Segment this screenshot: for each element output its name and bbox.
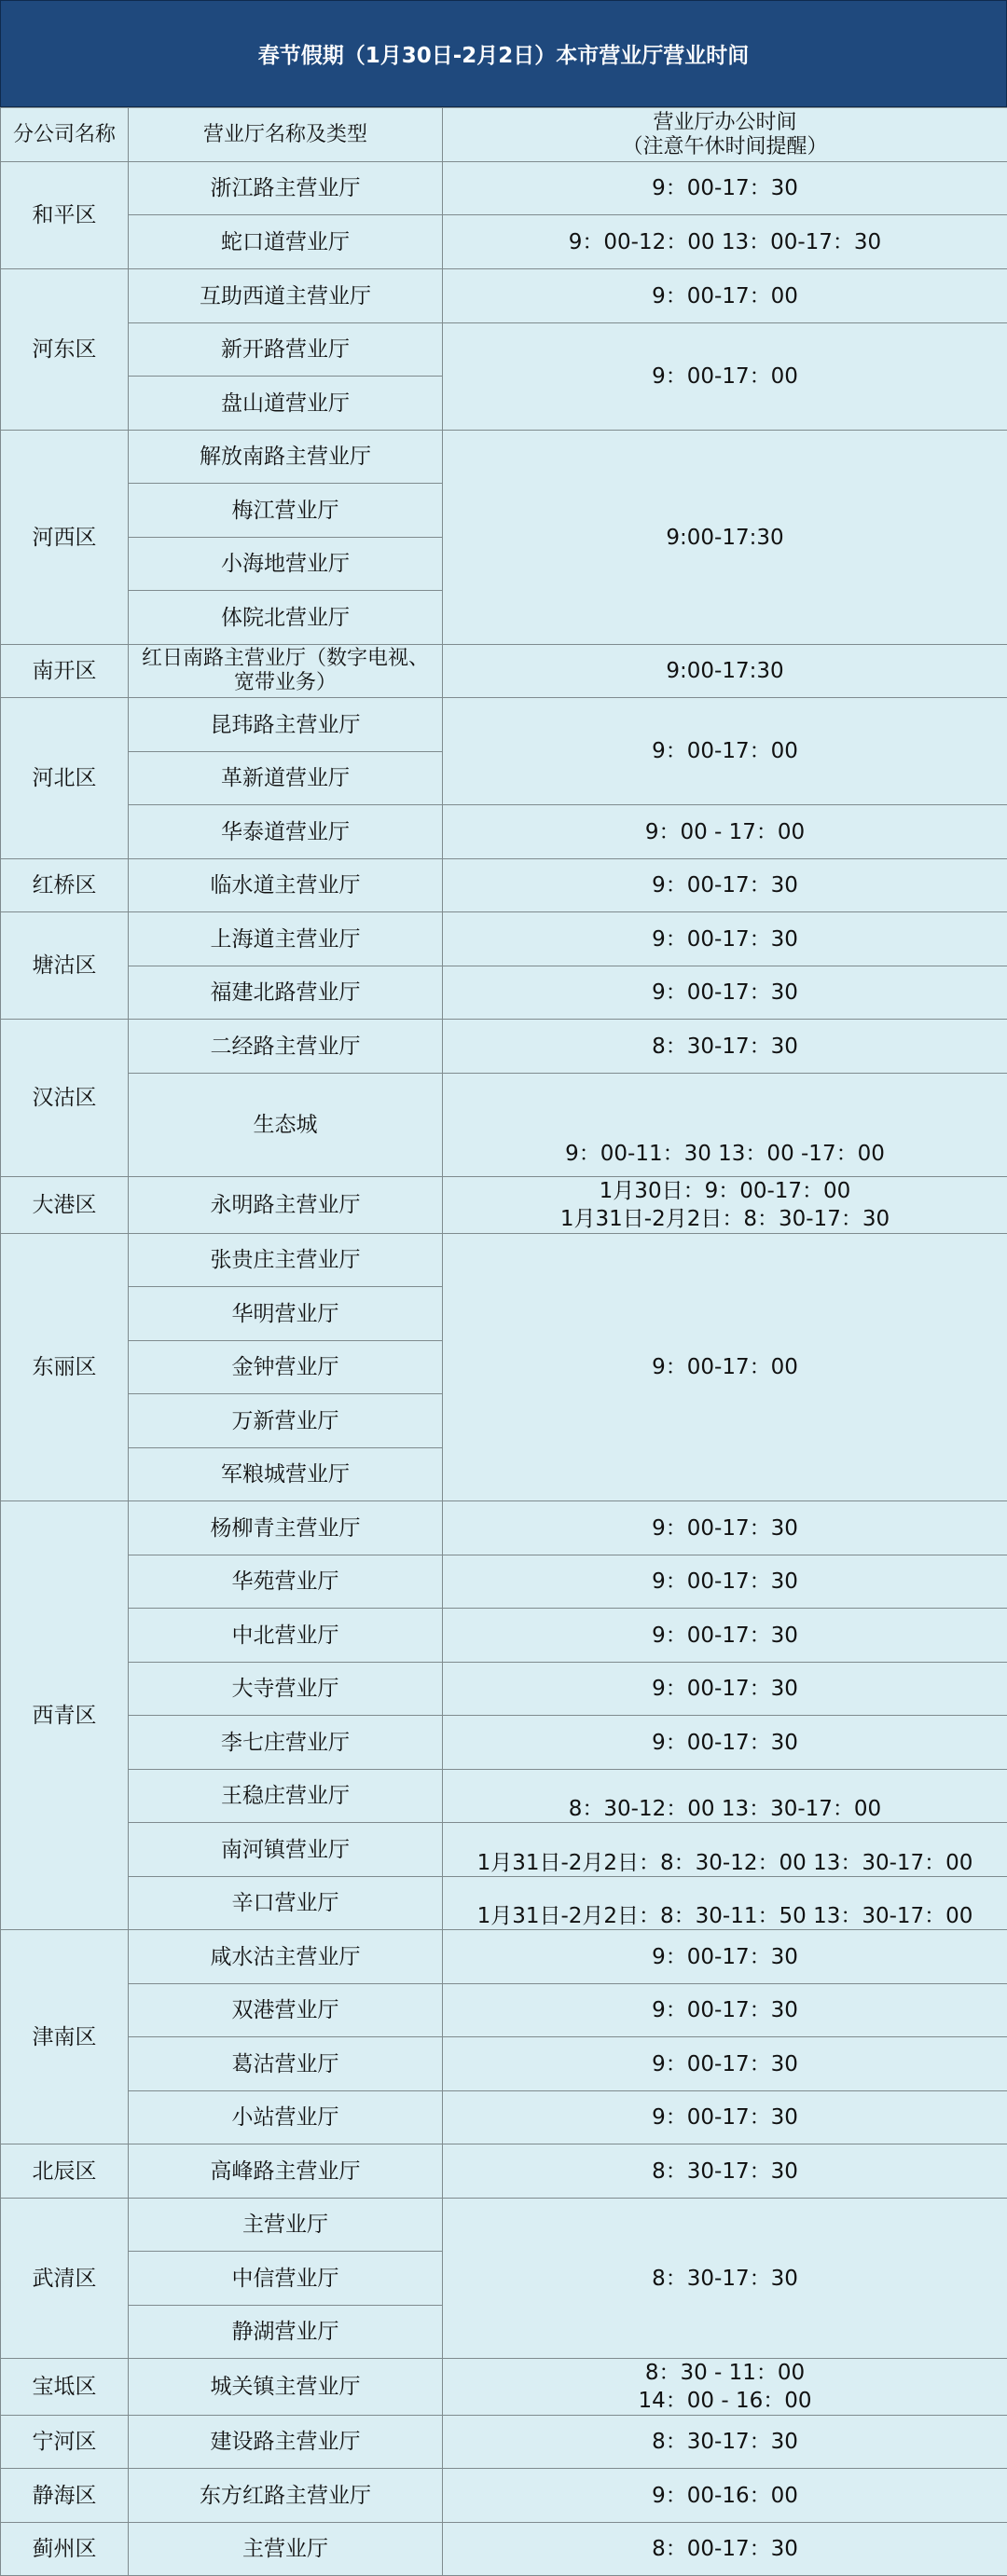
district-cell: 津南区 xyxy=(1,1930,129,2144)
district-cell: 红桥区 xyxy=(1,859,129,912)
hall-cell: 葛沽营业厅 xyxy=(129,2037,443,2091)
page-title: 春节假期（1月30日-2月2日）本市营业厅营业时间 xyxy=(0,0,1007,107)
hours-cell: 9：00-17：30 xyxy=(443,1555,1007,1609)
hours-cell: 9：00-12：00 13：00-17：30 xyxy=(443,215,1007,269)
table-row xyxy=(1,2037,1007,2091)
hours-cell: 9：00-17：30 xyxy=(443,1930,1007,1984)
hall-cell: 临水道主营业厅 xyxy=(129,859,443,912)
hall-cell: 新开路营业厅 xyxy=(129,323,443,377)
hours-cell: 8：30-17：30 xyxy=(443,2416,1007,2469)
hours-cell: 8：30-17：30 xyxy=(443,1020,1007,1074)
hours-cell: 9:00-17:30 xyxy=(443,431,1007,645)
hall-cell: 大寺营业厅 xyxy=(129,1663,443,1716)
district-cell: 南开区 xyxy=(1,645,129,698)
hours-cell: 9：00-17：00 xyxy=(443,323,1007,431)
table-row xyxy=(1,323,1007,377)
hours-cell: 9：00-17：30 xyxy=(443,2037,1007,2091)
header-hall: 营业厅名称及类型 xyxy=(129,108,443,162)
hours-cell xyxy=(443,1177,1007,1234)
header-hours xyxy=(443,108,1007,162)
table-row xyxy=(1,2416,1007,2469)
district-cell: 塘沽区 xyxy=(1,912,129,1020)
district-cell: 北辰区 xyxy=(1,2144,129,2199)
table-row xyxy=(1,162,1007,215)
header-hours-line1: 营业厅办公时间 xyxy=(447,111,1003,135)
hall-cell: 中信营业厅 xyxy=(129,2252,443,2306)
hall-cell: 高峰路主营业厅 xyxy=(129,2144,443,2199)
table-row xyxy=(1,2091,1007,2144)
table-row xyxy=(1,912,1007,966)
district-cell: 宝坻区 xyxy=(1,2359,129,2416)
hours-line: 1月30日：9：00-17：00 xyxy=(447,1177,1003,1205)
hours-cell: 9：00-16：00 xyxy=(443,2469,1007,2523)
hall-cell: 杨柳青主营业厅 xyxy=(129,1501,443,1555)
hours-line: 8：30 - 11：00 xyxy=(447,2359,1003,2387)
table-row xyxy=(1,1177,1007,1234)
hall-cell: 主营业厅 xyxy=(129,2199,443,2252)
hall-cell: 革新道营业厅 xyxy=(129,752,443,805)
hours-line: 14：00 - 16：00 xyxy=(447,2387,1003,2415)
hall-cell: 体院北营业厅 xyxy=(129,591,443,645)
hall-cell: 军粮城营业厅 xyxy=(129,1448,443,1501)
district-cell: 西青区 xyxy=(1,1501,129,1930)
hall-cell: 小站营业厅 xyxy=(129,2091,443,2144)
hall-cell: 解放南路主营业厅 xyxy=(129,431,443,484)
hall-cell: 东方红路主营业厅 xyxy=(129,2469,443,2523)
table-row xyxy=(1,1984,1007,2037)
hours-line: 1月31日-2月2日：8：30-17：30 xyxy=(447,1205,1003,1233)
hall-cell: 李七庄营业厅 xyxy=(129,1716,443,1770)
hours-cell: 9：00-17：00 xyxy=(443,269,1007,323)
hall-cell: 上海道主营业厅 xyxy=(129,912,443,966)
table-row xyxy=(1,431,1007,484)
district-cell: 东丽区 xyxy=(1,1234,129,1501)
hall-cell: 华泰道营业厅 xyxy=(129,805,443,859)
hours-cell: 1月31日-2月2日：8：30-12：00 13：30-17：00 xyxy=(443,1823,1007,1877)
district-cell: 大港区 xyxy=(1,1177,129,1234)
table-row xyxy=(1,859,1007,912)
hours-cell: 9：00-17：30 xyxy=(443,1984,1007,2037)
table-row xyxy=(1,2359,1007,2416)
hours-cell: 9：00-17：30 xyxy=(443,2091,1007,2144)
hall-cell: 王稳庄营业厅 xyxy=(129,1770,443,1823)
table-row xyxy=(1,215,1007,269)
table-row xyxy=(1,2199,1007,2252)
hall-cell: 咸水沽主营业厅 xyxy=(129,1930,443,1984)
hall-cell: 梅江营业厅 xyxy=(129,484,443,538)
table-row xyxy=(1,1770,1007,1823)
district-cell: 汉沽区 xyxy=(1,1020,129,1177)
hall-cell: 浙江路主营业厅 xyxy=(129,162,443,215)
hall-cell: 中北营业厅 xyxy=(129,1609,443,1663)
hall-cell: 辛口营业厅 xyxy=(129,1877,443,1930)
table-row xyxy=(1,1716,1007,1770)
hours-cell: 8：30-17：30 xyxy=(443,2144,1007,2199)
district-cell: 静海区 xyxy=(1,2469,129,2523)
district-cell: 蓟州区 xyxy=(1,2523,129,2576)
table-row xyxy=(1,698,1007,752)
business-hours-table xyxy=(0,107,1007,2576)
hall-cell: 双港营业厅 xyxy=(129,1984,443,2037)
table-row xyxy=(1,1501,1007,1555)
hall-cell: 万新营业厅 xyxy=(129,1394,443,1448)
hall-cell: 福建北路营业厅 xyxy=(129,966,443,1020)
table-row xyxy=(1,645,1007,698)
hall-cell: 华明营业厅 xyxy=(129,1287,443,1341)
table-row xyxy=(1,2469,1007,2523)
hall-cell: 生态城 xyxy=(129,1074,443,1177)
hours-cell: 9：00-17：30 xyxy=(443,1609,1007,1663)
table-row xyxy=(1,1663,1007,1716)
hall-cell: 静湖营业厅 xyxy=(129,2306,443,2359)
district-cell: 河西区 xyxy=(1,431,129,645)
hours-cell: 9：00-17：30 xyxy=(443,162,1007,215)
table-row xyxy=(1,805,1007,859)
hours-cell: 9：00-11：30 13：00 -17：00 xyxy=(443,1074,1007,1177)
hours-cell: 9：00-17：30 xyxy=(443,1663,1007,1716)
hall-cell: 华苑营业厅 xyxy=(129,1555,443,1609)
hours-cell: 8：30-12：00 13：30-17：00 xyxy=(443,1770,1007,1823)
hall-cell: 蛇口道营业厅 xyxy=(129,215,443,269)
hours-cell: 9：00-17：30 xyxy=(443,966,1007,1020)
header-district: 分公司名称 xyxy=(1,108,129,162)
hours-cell: 1月31日-2月2日：8：30-11：50 13：30-17：00 xyxy=(443,1877,1007,1930)
hours-cell: 9：00 - 17：00 xyxy=(443,805,1007,859)
hours-cell: 9：00-17：30 xyxy=(443,859,1007,912)
hours-cell: 9：00-17：30 xyxy=(443,1716,1007,1770)
hours-cell: 9：00-17：00 xyxy=(443,698,1007,805)
hall-cell: 建设路主营业厅 xyxy=(129,2416,443,2469)
table-row xyxy=(1,1609,1007,1663)
hours-cell: 9：00-17：30 xyxy=(443,1501,1007,1555)
hall-cell: 南河镇营业厅 xyxy=(129,1823,443,1877)
hall-cell: 永明路主营业厅 xyxy=(129,1177,443,1234)
hall-cell: 主营业厅 xyxy=(129,2523,443,2576)
table-row xyxy=(1,269,1007,323)
table-row xyxy=(1,1555,1007,1609)
hall-cell: 城关镇主营业厅 xyxy=(129,2359,443,2416)
table-row xyxy=(1,1823,1007,1877)
district-cell: 宁河区 xyxy=(1,2416,129,2469)
hours-cell: 8：00-17：30 xyxy=(443,2523,1007,2576)
table-row xyxy=(1,1074,1007,1177)
table-row xyxy=(1,1020,1007,1074)
hall-cell: 张贵庄主营业厅 xyxy=(129,1234,443,1287)
table-header-row xyxy=(1,108,1007,162)
hall-cell: 小海地营业厅 xyxy=(129,538,443,591)
district-cell: 河东区 xyxy=(1,269,129,431)
hall-cell: 盘山道营业厅 xyxy=(129,377,443,431)
hall-cell: 红日南路主营业厅（数字电视、宽带业务） xyxy=(129,645,443,698)
hall-cell: 昆玮路主营业厅 xyxy=(129,698,443,752)
hours-cell: 9：00-17：30 xyxy=(443,912,1007,966)
table-row xyxy=(1,1930,1007,1984)
hours-cell: 8：30-17：30 xyxy=(443,2199,1007,2359)
hall-cell: 二经路主营业厅 xyxy=(129,1020,443,1074)
header-hours-line2: （注意午休时间提醒） xyxy=(447,135,1003,159)
hall-cell: 互助西道主营业厅 xyxy=(129,269,443,323)
district-cell: 河北区 xyxy=(1,698,129,859)
hall-cell: 金钟营业厅 xyxy=(129,1341,443,1394)
hours-cell xyxy=(443,2359,1007,2416)
table-row xyxy=(1,1234,1007,1287)
hours-cell: 9：00-17：00 xyxy=(443,1234,1007,1501)
table-row xyxy=(1,2523,1007,2576)
district-cell: 武清区 xyxy=(1,2199,129,2359)
hours-cell: 9:00-17:30 xyxy=(443,645,1007,698)
district-cell: 和平区 xyxy=(1,162,129,269)
table-row xyxy=(1,2144,1007,2199)
table-row xyxy=(1,1877,1007,1930)
table-row xyxy=(1,966,1007,1020)
